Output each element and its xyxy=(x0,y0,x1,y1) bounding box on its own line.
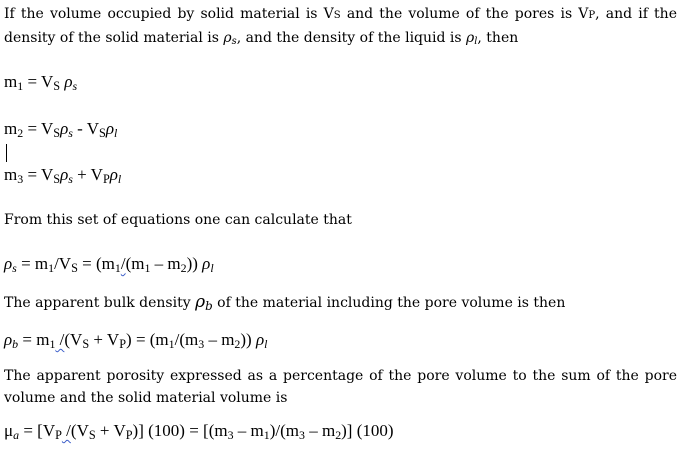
subscript-s: S xyxy=(333,10,341,21)
equation-m3: $m_3 = V_S\rho_s + V_P\rho_l$ xyxy=(4,165,122,187)
porosity-paragraph: The apparent porosity expressed as a percentage of the pore volume to the sum of the pore volume and the solid material volume is xyxy=(4,368,677,406)
subscript-p: P xyxy=(588,10,596,21)
equation-m2: $m_2 = V_S\rho_s - V_S\rho_l$ xyxy=(4,119,118,141)
from-set-paragraph: From this set of equations one can calculate that xyxy=(4,212,352,228)
intro-text: , then xyxy=(477,30,519,46)
text-cursor xyxy=(6,144,7,162)
intro-paragraph xyxy=(4,3,677,51)
intro-text: and the volume of the pores is V xyxy=(340,6,589,22)
equation-rho-b: $\rho_b = m_1$ $/(V_S + V_P) = (m_1/(m_3 - m_2))$ $\rho_l$ xyxy=(4,330,268,352)
bulk-density-paragraph: The apparent bulk density $\rho_b$ of the material including the pore volume is then xyxy=(4,292,566,313)
rho-symbol: $\rho_l$ xyxy=(466,30,478,48)
spellcheck-underline: / xyxy=(120,254,126,273)
equation-rho-s: $\rho_s = m_1/V_S = (m_1/(m_1 - m_2))$ $\rho_l$ xyxy=(4,254,214,276)
spellcheck-underline: / xyxy=(61,421,71,440)
equation-mu-a: $\mu_a = [V_P$ $/(V_S + V_P)$] $(100) = [(m_3 - m_1)/(m_3 - m_2)]$ (100) xyxy=(4,421,394,443)
spellcheck-underline: / xyxy=(55,330,65,349)
intro-text: , and if the density of the solid material is xyxy=(4,6,677,46)
rho-symbol: $\rho_s$ xyxy=(223,30,237,48)
intro-text: , and the density of the liquid is xyxy=(236,30,467,46)
equation-m1: $m_1 = V_S$ $\rho_s$ xyxy=(4,72,78,94)
intro-text: If the volume occupied by solid material is V xyxy=(4,6,334,22)
